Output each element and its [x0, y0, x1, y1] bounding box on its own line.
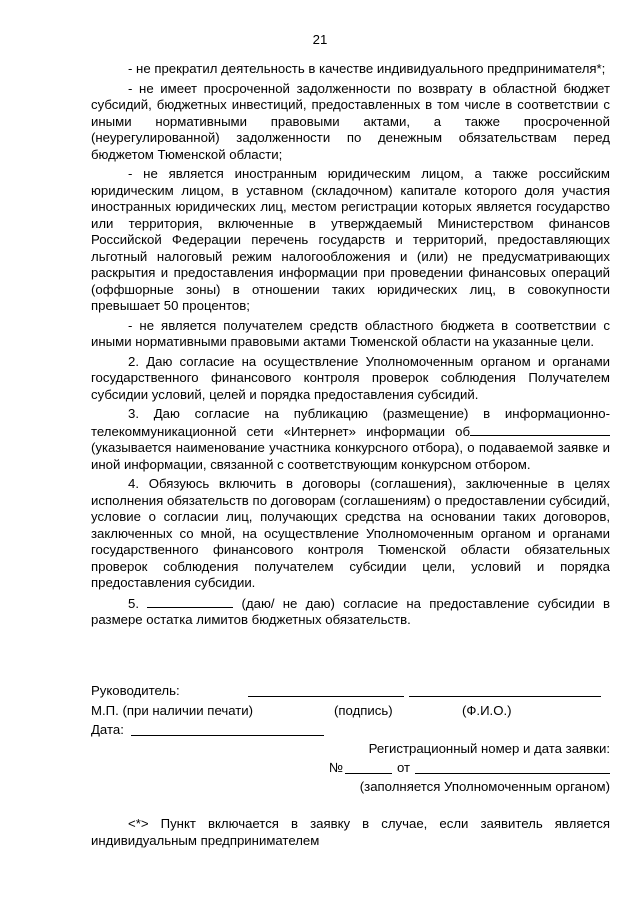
paragraph-not-foreign: - не является иностранным юридическим лицом, а также российским юридическим лицом, в уставном (складочном) капитале которого доля участия иностранных юридических лиц, местом регистрации которых является государство или территория, включенные в утверждаемый Министерством финансов Российской Федерации перечень государств и территорий, предоставляющих льготный налоговый режим налогообложения и (или) не предусматривающих раскрытия и предоставления информации при проведении финансовых операций (оффшорные зоны) в отношении таких юридических лиц, в совокупности превышает 50 процентов; — [91, 166, 610, 313]
participant-name-blank[interactable] — [470, 423, 610, 436]
head-label: Руководитель: — [91, 683, 180, 698]
full-name-caption: (Ф.И.О.) — [462, 703, 512, 718]
paragraph-no-debt: - не имеет просроченной задолженности по возврату в областной бюджет субсидий, бюджетных инвестиций, предоставленных в том числе в соответствии с иными нормативными правовыми актами, а также просроченной (неурегулированной) задолженности по денежным обязательствам перед бюджетом Тюменской области; — [91, 80, 610, 162]
paragraph-not-recipient: - не является получателем средств областного бюджета в соответствии с иными нормативными правовыми актами Тюменской области на указанные цели. — [91, 317, 610, 349]
date-line[interactable] — [131, 735, 324, 736]
registration-number-label: № — [329, 760, 344, 775]
paragraph-consent-limit — [91, 595, 610, 629]
paragraph-consent-publication — [91, 406, 610, 473]
footnote: <*> Пункт включается в заявку в случае, если заявитель является индивидуальным предпринимателем — [91, 816, 610, 848]
paragraph-entrepreneur: - не прекратил деятельность в качестве индивидуального предпринимателя*; — [128, 61, 606, 76]
paragraph-obligation: 4. Обязуюсь включить в договоры (соглашения), заключенные в целях исполнения обязательств по договорам (соглашениям) о предоставлении субсидий, условие о согласии лиц, получающих средства на основании таких договоров, заключенных со мной, на осуществление Уполномоченным органом и органами государственного финансового контроля Тюменской области обязательных проверок соблюдения получателем субсидии цели, условий и порядка предоставления субсидии. — [91, 476, 610, 590]
consent-limit-text: (даю/ не даю) согласие на предоставление субсидии в размере остатка лимитов бюджетных обязательств. — [91, 595, 610, 627]
registration-date-line[interactable] — [415, 773, 610, 774]
publication-text-continued: (указывается наименование участника конкурсного отбора), о подаваемой заявке и иной информации, связанной с соответствующим конкурсном отбором. — [91, 440, 610, 472]
paragraph-consent-checks: 2. Даю согласие на осуществление Уполномоченным органом и органами государственного финансового контроля проверок соблюдения Получателем субсидии условий, целей и порядка предоставления субсидий. — [91, 353, 610, 402]
page-number: 21 — [312, 32, 328, 47]
registration-number-line[interactable] — [345, 773, 392, 774]
registration-date-label: от — [397, 760, 411, 775]
date-label: Дата: — [91, 722, 124, 737]
full-name-line[interactable] — [409, 696, 601, 697]
registration-title: Регистрационный номер и дата заявки: — [368, 741, 610, 756]
consent-choice-blank[interactable] — [147, 595, 233, 608]
seal-label: М.П. (при наличии печати) — [91, 703, 254, 718]
document-body — [91, 61, 610, 632]
signature-line[interactable] — [248, 696, 404, 697]
item-number: 5. — [128, 595, 139, 611]
registration-note: (заполняется Уполномоченным органом) — [359, 779, 610, 794]
signature-caption: (подпись) — [334, 703, 393, 718]
publication-text: 3. Даю согласие на публикацию (размещение) в информационно-телекоммуникационной сети «Интернет» информации об — [91, 406, 610, 439]
